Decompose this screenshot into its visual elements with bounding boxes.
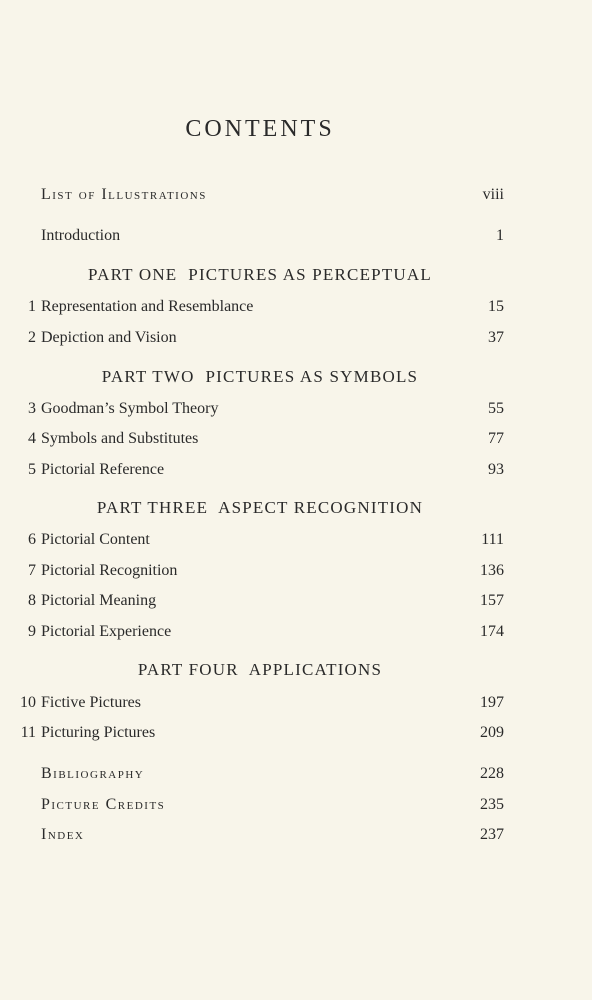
toc-entry-label: Picture Credits bbox=[41, 796, 166, 813]
toc-entry-page: 197 bbox=[480, 694, 504, 711]
toc-entry-chapter-2[interactable] bbox=[0, 327, 592, 349]
chapter-number: 8 bbox=[28, 592, 36, 609]
toc-entry-page: 237 bbox=[480, 826, 504, 843]
toc-entry-chapter-7[interactable] bbox=[0, 560, 592, 582]
chapter-number: 1 bbox=[28, 298, 36, 315]
toc-entry-picture-credits[interactable] bbox=[0, 794, 592, 816]
toc-entry-page: 93 bbox=[488, 461, 504, 478]
chapter-number: 7 bbox=[28, 562, 36, 579]
toc-entry-bibliography[interactable] bbox=[0, 763, 592, 785]
toc-entry-page: 55 bbox=[488, 400, 504, 417]
toc-entry-label: Pictorial Content bbox=[41, 531, 150, 548]
toc-entry-chapter-11[interactable] bbox=[0, 722, 592, 744]
toc-entry-chapter-3[interactable] bbox=[0, 398, 592, 420]
toc-entry-page: 1 bbox=[496, 227, 504, 244]
toc-entry-index[interactable] bbox=[0, 824, 592, 846]
toc-entry-page: 228 bbox=[480, 765, 504, 782]
page-title: CONTENTS bbox=[185, 116, 335, 142]
toc-entry-page: viii bbox=[482, 186, 504, 203]
toc-entry-label: Goodman’s Symbol Theory bbox=[41, 400, 219, 417]
toc-entry-chapter-8[interactable] bbox=[0, 590, 592, 612]
part-heading-four: PART FOUR APPLICATIONS bbox=[137, 660, 383, 679]
part-heading-three: PART THREE ASPECT RECOGNITION bbox=[96, 498, 424, 517]
toc-entry-page: 209 bbox=[480, 724, 504, 741]
toc-entry-label: Pictorial Recognition bbox=[41, 562, 178, 579]
chapter-number: 2 bbox=[28, 329, 36, 346]
toc-entry-label: List of Illustrations bbox=[41, 186, 207, 203]
chapter-number: 6 bbox=[28, 531, 36, 548]
toc-entry-page: 136 bbox=[480, 562, 504, 579]
chapter-number: 9 bbox=[28, 623, 36, 640]
chapter-number: 4 bbox=[28, 430, 36, 447]
toc-entry-page: 111 bbox=[481, 531, 504, 548]
toc-entry-label: Depiction and Vision bbox=[41, 329, 177, 346]
toc-entry-label: Pictorial Experience bbox=[41, 623, 172, 640]
toc-entry-chapter-6[interactable] bbox=[0, 529, 592, 551]
toc-entry-label: Index bbox=[41, 826, 85, 843]
toc-entry-label: Pictorial Reference bbox=[41, 461, 165, 478]
toc-entry-chapter-10[interactable] bbox=[0, 692, 592, 714]
toc-entry-page: 77 bbox=[488, 430, 504, 447]
toc-entry-chapter-1[interactable] bbox=[0, 296, 592, 318]
toc-entry-introduction[interactable] bbox=[0, 225, 592, 247]
toc-entry-page: 157 bbox=[480, 592, 504, 609]
chapter-number: 11 bbox=[20, 724, 36, 741]
part-heading-two: PART TWO PICTURES AS SYMBOLS bbox=[101, 367, 419, 386]
toc-entry-chapter-4[interactable] bbox=[0, 428, 592, 450]
toc-entry-list-of-illustrations[interactable] bbox=[0, 184, 592, 206]
toc-entry-label: Representation and Resemblance bbox=[41, 298, 254, 315]
part-heading-one: PART ONE PICTURES AS PERCEPTUAL bbox=[88, 265, 432, 284]
toc-entry-page: 37 bbox=[488, 329, 504, 346]
toc-entry-page: 235 bbox=[480, 796, 504, 813]
toc-entry-label: Fictive Pictures bbox=[41, 694, 141, 711]
toc-entry-label: Symbols and Substitutes bbox=[41, 430, 199, 447]
chapter-number: 5 bbox=[28, 461, 36, 478]
toc-entry-page: 174 bbox=[480, 623, 504, 640]
chapter-number: 3 bbox=[28, 400, 36, 417]
toc-entry-label: Pictorial Meaning bbox=[41, 592, 157, 609]
toc-entry-chapter-9[interactable] bbox=[0, 621, 592, 643]
chapter-number: 10 bbox=[20, 694, 36, 711]
toc-entry-label: Introduction bbox=[41, 227, 121, 244]
toc-entry-label: Picturing Pictures bbox=[41, 724, 156, 741]
toc-entry-chapter-5[interactable] bbox=[0, 459, 592, 481]
toc-entry-page: 15 bbox=[488, 298, 504, 315]
toc-entry-label: Bibliography bbox=[41, 765, 145, 782]
